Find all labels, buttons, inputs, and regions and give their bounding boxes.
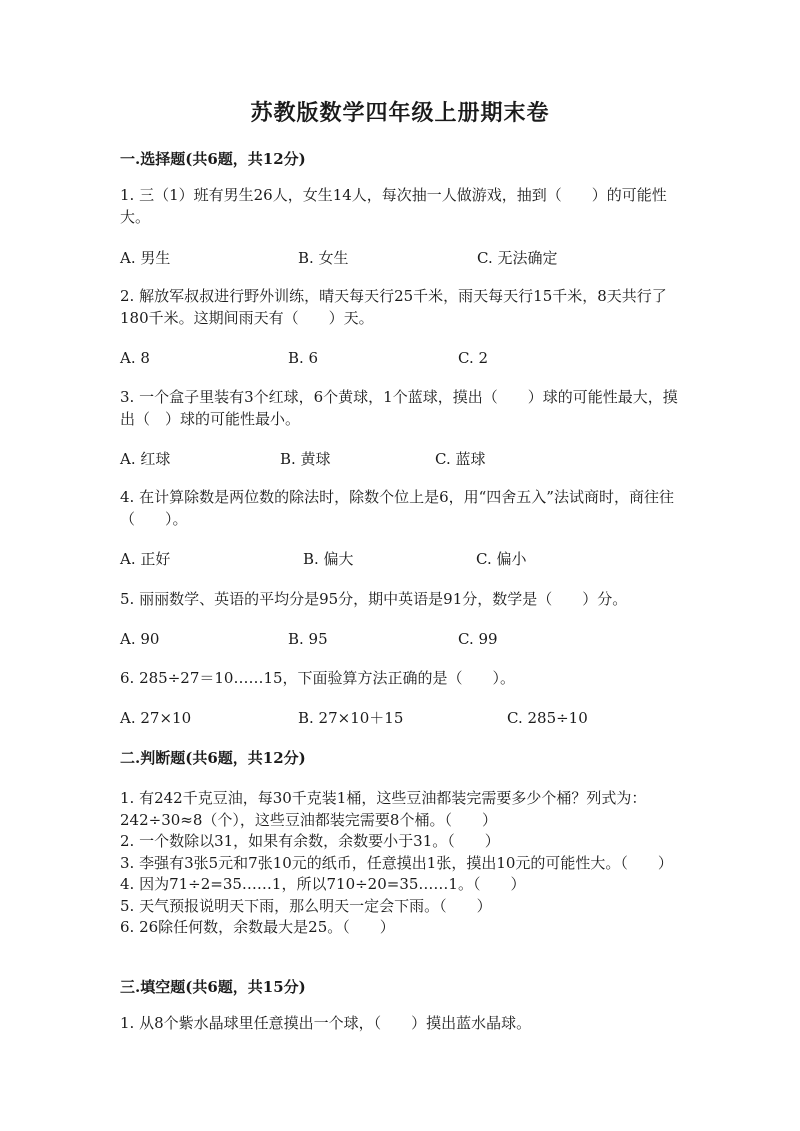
- section-heading-fill: 三.填空题(共6题，共15分): [120, 978, 306, 996]
- option-c: C. 99: [458, 630, 498, 648]
- judge-question-4: 4. 因为71÷2=35……1，所以710÷20=35……1。（ ）: [120, 875, 526, 893]
- choice-options-5: [120, 628, 685, 650]
- choice-options-1: [120, 247, 685, 269]
- choice-question-3: 3. 一个盒子里装有3个红球，6个黄球，1个蓝球，摸出（ ）球的可能性最大，摸出（ ）球的可能性最小。: [120, 388, 678, 428]
- option-a: A. 90: [120, 630, 160, 648]
- fill-question-1: 1. 从8个紫水晶球里任意摸出一个球，（ ）摸出蓝水晶球。: [120, 1014, 532, 1032]
- choice-options-3: [120, 448, 685, 470]
- choice-options-4: [120, 548, 685, 570]
- option-c: C. 2: [458, 349, 489, 367]
- judge-question-2: 2. 一个数除以31，如果有余数，余数要小于31。（ ）: [120, 832, 500, 850]
- option-a: A. 正好: [120, 550, 171, 568]
- option-b: B. 黄球: [280, 450, 331, 468]
- option-a: A. 红球: [120, 450, 171, 468]
- option-a: A. 男生: [120, 249, 171, 267]
- option-c: C. 无法确定: [477, 249, 558, 267]
- judge-question-list: [120, 788, 685, 939]
- choice-question-5: 5. 丽丽数学、英语的平均分是95分，期中英语是91分，数学是（ ）分。: [120, 590, 628, 608]
- judge-question-5: 5. 天气预报说明天下雨，那么明天一定会下雨。（ ）: [120, 896, 492, 915]
- option-a: A. 8: [120, 349, 150, 367]
- choice-question-4: 4. 在计算除数是两位数的除法时，除数个位上是6，用“四舍五入”法试商时，商往往（ ）。: [120, 488, 674, 528]
- section-heading-choice: 一.选择题(共6题，共12分): [120, 150, 306, 168]
- choice-options-6: [120, 707, 685, 729]
- judge-question-6: 6. 26除任何数，余数最大是25。（ ）: [120, 918, 395, 936]
- exam-title: 苏教版数学四年级上册期末卷: [250, 100, 550, 126]
- option-a: A. 27×10: [120, 709, 192, 727]
- option-b: B. 6: [288, 349, 319, 367]
- choice-options-2: [120, 347, 685, 369]
- option-c: C. 偏小: [476, 550, 527, 568]
- option-b: B. 偏大: [303, 550, 354, 568]
- choice-question-1: 1. 三（1）班有男生26人，女生14人，每次抽一人做游戏，抽到（ ）的可能性大。: [120, 186, 667, 226]
- section-heading-judge: 二.判断题(共6题，共12分): [120, 749, 306, 767]
- judge-question-3: 3. 李强有3张5元和7张10元的纸币，任意摸出1张，摸出10元的可能性大。（ ）: [120, 853, 673, 872]
- option-c: C. 285÷10: [507, 709, 588, 727]
- option-b: B. 95: [288, 630, 328, 648]
- judge-question-1: 1. 有242千克豆油，每30千克装1桶，这些豆油都装完需要多少个桶？列式为：242÷30≈8（个），这些豆油都装完需要8个桶。（ ）: [120, 789, 647, 829]
- option-b: B. 女生: [298, 249, 349, 267]
- choice-question-6: 6. 285÷27＝10……15，下面验算方法正确的是（ ）。: [120, 669, 516, 687]
- option-b: B. 27×10＋15: [298, 709, 404, 727]
- choice-question-2: 2. 解放军叔叔进行野外训练，晴天每天行25千米，雨天每天行15千米，8天共行了180千米。这期间雨天有（ ）天。: [120, 287, 667, 327]
- option-c: C. 蓝球: [435, 450, 486, 468]
